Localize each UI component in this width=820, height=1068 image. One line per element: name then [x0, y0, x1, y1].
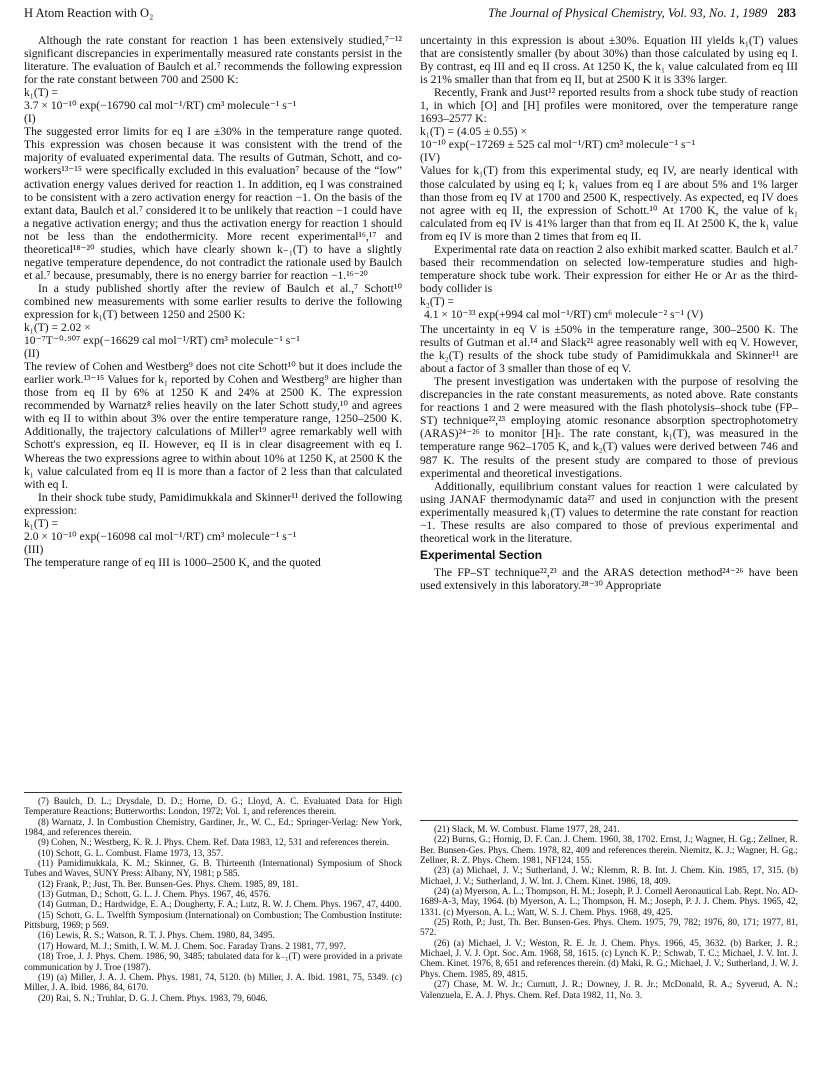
reference-item: (22) Burns, G.; Hornig, D. F. Can. J. Chem. 1960, 38, 1702. Ernst, J.; Wagner, H. Gg.; Zellner, R. Ber. Bunsen-Ges. Phys. Chem. 1978, 82, 409 and references therein. Niemitz, K. J.; Wagner, H. Gg.; Zellner, R. Z. Phys. Chem. 1981, NF124, 155. [420, 835, 798, 867]
reference-item: (26) (a) Michael, J. V.; Weston, R. E. Jr. J. Chem. Phys. 1966, 45, 3632. (b) Barker, J. R.; Michael, J. V. J. Opt. Soc. Am. 1968, 58, 1615. (c) Lynch K. P.; Schwab, T. C.; Michael, J. V. Int. J. Chem. Kinet. 1976, 8, 651 and references therein. (d) Maki, R. G.; Michael, J. V.; Sutherland, J. W. J. Phys. Chem. 1985, 89, 4815. [420, 938, 798, 980]
reference-item: (9) Cohen, N.; Westberg, K. R. J. Phys. Chem. Ref. Data 1983, 12, 531 and references therein. [38, 838, 390, 849]
reference-item: (11) Pamidimukkala, K. M.; Skinner, G. B. Thirteenth (International) Symposium of Shock Tubes and Waves, SUNY Press: Albany, NY, 1981; p 585. [24, 859, 402, 880]
reference-item: (20) Rai, S. N.; Truhlar, D. G. J. Chem. Phys. 1983, 79, 6046. [38, 993, 268, 1004]
paragraph: Experimental rate data on reaction 2 also exhibit marked scatter. Baulch et al.⁷ based their recommendation on selected low-temperature studies and high-temperature shock tube work. Their expression for either He or Ar as the third-body collider is [420, 242, 798, 295]
reference-item: (24) (a) Myerson, A. L.; Thompson, H. M.; Joseph, P. J. Cornell Aeronautical Lab. Rept. No. AD-1689-A-3, May, 1964. (b) Myerson, A. L.; Thompson, H. M.; Joseph, P. J. J. Chem. Phys. 1965, 42, 1331. (c) Myerson, A. L.; Watt, W. S. J. Chem. Phys. 1968, 49, 425. [420, 887, 798, 918]
reference-item: (16) Lewis, R. S.; Watson, R. T. J. Phys. Chem. 1980, 84, 3495. [38, 931, 275, 942]
journal-citation [488, 6, 796, 21]
equation-lhs: k₁(T) = [24, 86, 59, 100]
equation-lhs: k₁(T) = [24, 516, 59, 530]
equation-body: 3.7 × 10⁻¹⁰ exp(−16790 cal mol⁻¹/RT) cm³ molecule⁻¹ s⁻¹ [24, 99, 297, 113]
footnote-divider [420, 820, 798, 821]
reference-item: (27) Chase, M. W. Jr.; Curnutt, J. R.; Downey, J. R. Jr.; McDonald, R. A.; Syverud, A. N.; Valenzuela, E. A. J. Phys. Chem. Ref. Data 1982, 11, No. 3. [420, 980, 798, 1001]
equation-body: 2.0 × 10⁻¹⁰ exp(−16098 cal mol⁻¹/RT) cm³ molecule⁻¹ s⁻¹ [24, 529, 297, 543]
left-column [24, 34, 402, 569]
section-heading: Experimental Section [420, 547, 543, 562]
equation-number: (I) [24, 112, 36, 126]
paragraph: Additionally, equilibrium constant values for reaction 1 were calculated by using JANAF thermodynamic data²⁷ and used in conjunction with the present experimentally measured k₁(T) values to determine the rate constant for reaction −1. These results are also compared to those of previous experimental and theoretical work in the literature. [420, 479, 798, 545]
journal-name: The Journal of Physical Chemistry, Vol. 93, No. 1, 1989 [488, 6, 768, 20]
reference-item: (18) Troe, J. J. Phys. Chem. 1986, 90, 3485; tabulated data for k₋₁(T) were provided in a private communication by J. Troe (1987). [24, 952, 402, 973]
reference-item: (13) Gutman, D.; Schott, G. L. J. Chem. Phys. 1967, 46, 4576. [38, 890, 271, 901]
reference-item: (25) Roth, P.; Just, Th. Ber. Bunsen-Ges. Phys. Chem. 1975, 79, 782; 1976, 80, 171; 1977, 81, 572. [420, 918, 798, 939]
equation-body: 10⁻¹⁰ exp(−17269 ± 525 cal mol⁻¹/RT) cm³ molecule⁻¹ s⁻¹ [420, 138, 696, 152]
reference-item: (14) Gutman, D.; Hardwidge, E. A.; Dougherty, F. A.; Lutz, R. W. J. Chem. Phys. 1967, 47, 4400. [38, 900, 402, 911]
reference-item: (17) Howard, M. J.; Smith, I. W. M. J. Chem. Soc. Faraday Trans. 2 1981, 77, 997. [38, 941, 346, 952]
reference-item: (10) Schott, G. L. Combust. Flame 1973, 13, 357. [38, 848, 224, 859]
paragraph: The FP–ST technique²²,²³ and the ARAS detection method²⁴⁻²⁶ have been used extensively in this laboratory.²⁸⁻³⁰ Appropriate [420, 565, 798, 592]
equation-number: (III) [24, 542, 44, 556]
equation-number: (IV) [420, 151, 440, 165]
paragraph: uncertainty in this expression is about ±30%. Equation III yields k₁(T) values that are consistently smaller (by about 30%) than those calculated by using eq I. By contrast, eq III and eq II cross. At 1250 K, the k₁ value calculated from eq III is 21% smaller than that from eq II, but at 2500 K it is 33% larger. [420, 34, 798, 87]
reference-item: (8) Warnatz, J. In Combustion Chemistry, Gardiner, Jr., W. C., Ed.; Springer-Verlag: New York, 1984, and references therein. [24, 817, 402, 839]
reference-item: (12) Frank, P.; Just, Th. Ber. Bunsen-Ges. Phys. Chem. 1985, 89, 181. [38, 879, 299, 890]
equation-lhs: k₁(T) = 2.02 × [24, 321, 91, 335]
equation-number: (II) [24, 347, 40, 361]
reference-item: (21) Slack, M. W. Combust. Flame 1977, 28, 241. [434, 825, 620, 835]
page-number: 283 [777, 6, 796, 20]
reference-item: (23) (a) Michael, J. V.; Sutherland, J. W.; Klemm, R. B. Int. J. Chem. Kin. 1985, 17, 315. (b) Michael, J. V.; Sutherland, J. W. Int. J. Chem. Kinet. 1986, 18, 409. [420, 866, 798, 887]
reference-item: (7) Baulch, D. L.; Drysdale, D. D.; Horne, D. G.; Lloyd, A. C. Evaluated Data for High Temperature Reactions; Butterworths: London, 1972; Vol. 1, and references therein. [24, 797, 402, 818]
equation-lhs: k₂(T) = [420, 294, 455, 308]
paragraph: Although the rate constant for reaction 1 has been extensively studied,⁷⁻¹² significant discrepancies in experimentally measured rate constants persist in the literature. The evaluation of Baulch et al.⁷ recommends the following expression for the rate constant between 700 and 2500 K: [24, 34, 402, 87]
equation-body: 4.1 × 10⁻³³ exp(+994 cal mol⁻¹/RT) cm⁶ molecule⁻² s⁻¹ (V) [424, 307, 704, 321]
reference-item: (15) Schott, G. L. Twelfth Symposium (International) on Combustion; The Combustion Institute: Pittsburg, 1969; p 569. [24, 910, 402, 932]
paragraph: The suggested error limits for eq I are ±30% in the temperature range quoted. This expression was chosen because it was consistent with the trend of the majority of evaluated experimental data. The results of Gutman, Schott, and co-workers¹³⁻¹⁵ were specifically excluded in this evaluation⁷ because of the “low” activation energy values derived for reaction 1. In addition, eq I was constrained to be consistent with a zero activation energy for reaction −1. On the basis of the extant data, Baulch et al.⁷ considered it to be unlikely that reaction −1 could have a negative activation energy; and thus the activation energy for reaction 1 should not be less than the endothermicity. More recent experimental¹⁶,¹⁷ and theoretical¹⁸⁻²⁰ studies, which have clearly shown k₋₁(T) to have a slightly negative temperature dependence, do not contradict the rationale used by Baulch et al.⁷ because, presumably, there is no energy barrier for reaction −1.¹⁶⁻²⁰ [24, 125, 402, 282]
paragraph: The review of Cohen and Westberg⁹ does not cite Schott¹⁰ but it does include the earlier work.¹³⁻¹⁵ Values for k₁ reported by Cohen and Westberg⁹ are higher than those from eq II by 6% at 1250 K and 24% at 2500 K. The expression recommended by Warnatz⁸ relies heavily on the later Schott study,¹⁰ and agrees with eq II to within about 3% over the entire temperature range, 1250–2500 K. Additionally, the trajectory calculations of Miller¹⁹ agree remarkably well with Schott's expression, eq II. However, eq II is in clear disagreement with eq I. Whereas the two expressions agree to within about 10% at 1250 K, at 2500 K the k₁ value calculated from eq II is more than a factor of 2 less than that calculated with eq I. [24, 360, 402, 491]
footnote-divider [24, 792, 402, 793]
running-header [24, 6, 796, 24]
equation-lhs: k₁(T) = (4.05 ± 0.55) × [420, 125, 527, 139]
paragraph: Recently, Frank and Just¹² reported results from a shock tube study of reaction 1, in which [O] and [H] profiles were monitored, over the temperature range 1693–2577 K: [420, 86, 798, 126]
references-left [24, 792, 402, 1004]
equation-body: 10⁻⁷T⁻⁰·⁹⁰⁷ exp(−16629 cal mol⁻¹/RT) cm³ molecule⁻¹ s⁻¹ [24, 334, 300, 348]
paragraph: The uncertainty in eq V is ±50% in the temperature range, 300–2500 K. The results of Gutman et al.¹⁴ and Slack²¹ agree reasonably well with eq V. However, the k₂(T) results of the shock tube study of Pamidimukkala and Skinner¹¹ are about a factor of 3 smaller than those of eq V. [420, 323, 798, 376]
references-right [420, 820, 798, 1001]
article-short-title: H Atom Reaction with O₂ [24, 6, 154, 20]
reference-item: (19) (a) Miller, J. A. J. Chem. Phys. 1981, 74, 5120. (b) Miller, J. A. Ibid. 1981, 75, 5349. (c) Miller, J. A. Ibid. 1986, 84, 6170. [24, 972, 402, 994]
right-column [420, 34, 798, 592]
paragraph: The temperature range of eq III is 1000–2500 K, and the quoted [24, 555, 321, 569]
paragraph: In a study published shortly after the review of Baulch et al.,⁷ Schott¹⁰ combined new measurements with some earlier results to derive the following expression for k₁(T) between 1250 and 2500 K: [24, 281, 402, 321]
paragraph: The present investigation was undertaken with the purpose of resolving the discrepancies in the rate constant measurements, as noted above. Rate constants for reactions 1 and 2 were measured with the flash photolysis–shock tube (FP–ST) technique²²,²³ employing atomic resonance absorption spectrophotometry (ARAS)²⁴⁻²⁶ to monitor [H]ₜ. The rate constant, k₁(T), was measured in the temperature range 962–1705 K, and k₂(T) values were derived between 746 and 987 K. The results of the present study are compared to those of previous experimental and theoretical investigations. [420, 375, 798, 480]
paragraph: In their shock tube study, Pamidimukkala and Skinner¹¹ derived the following expression: [24, 490, 402, 517]
paragraph: Values for k₁(T) from this experimental study, eq IV, are nearly identical with those calculated by using eq I; k₁ values from eq I are about 5% and 1% larger than those from eq IV at 1700 and 2500 K, respectively. As expected, eq IV does not agree with eq II, the expression of Schott.¹⁰ At 1700 K, the value of k₁ calculated from eq IV is 41% larger than that from eq II. At 2500 K, the k₁ value from eq IV is more than 2 times that from eq II. [420, 164, 798, 243]
